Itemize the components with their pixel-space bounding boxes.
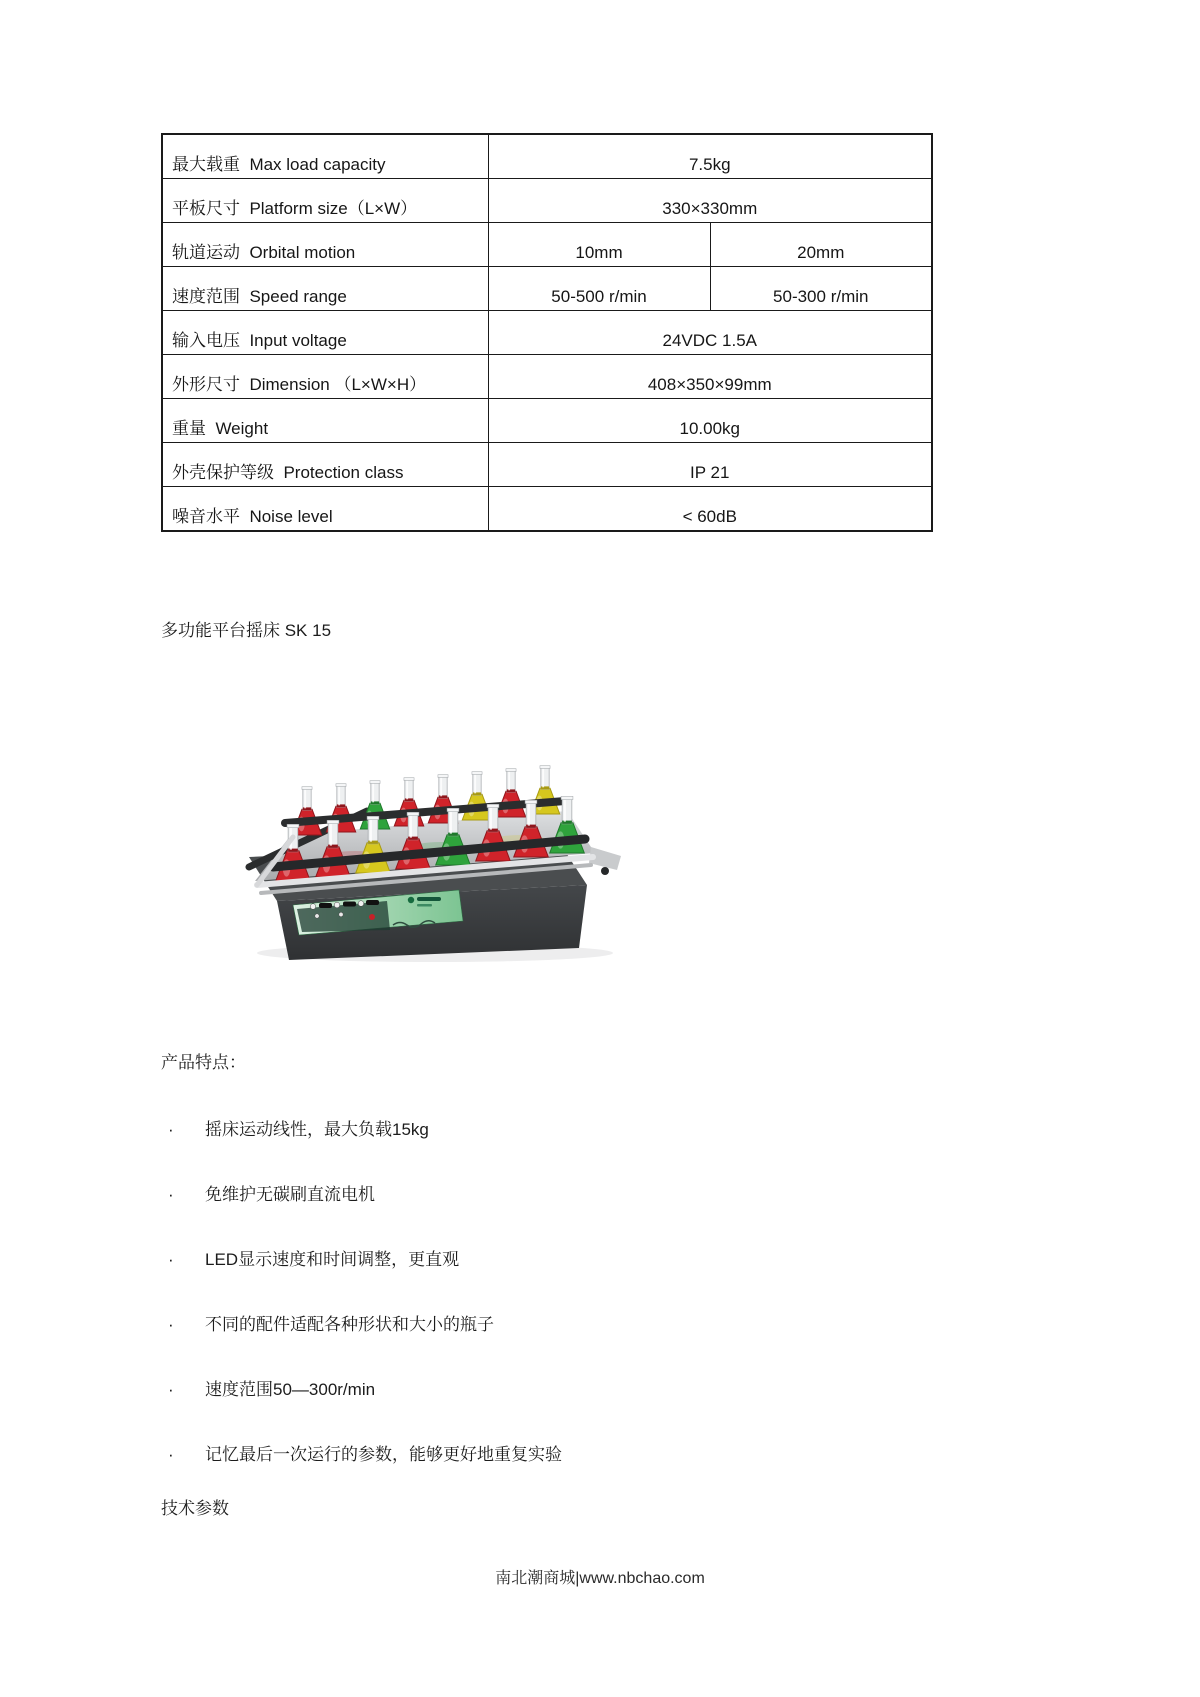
shaker-illustration bbox=[235, 735, 625, 965]
spec-value: 50-500 r/min bbox=[488, 267, 710, 311]
table-row bbox=[162, 223, 932, 267]
features-list bbox=[161, 1118, 981, 1508]
spec-label: 速度范围 Speed range bbox=[162, 267, 488, 311]
feature-item bbox=[161, 1443, 981, 1466]
table-row bbox=[162, 355, 932, 399]
spec-value: 10.00kg bbox=[488, 399, 932, 443]
feature-item bbox=[161, 1313, 981, 1336]
spec-value: IP 21 bbox=[488, 443, 932, 487]
feature-item bbox=[161, 1118, 981, 1141]
product-title: 多功能平台摇床 SK 15 bbox=[161, 621, 332, 640]
table-row bbox=[162, 487, 932, 532]
table-row bbox=[162, 267, 932, 311]
table-row bbox=[162, 399, 932, 443]
feature-item bbox=[161, 1248, 981, 1271]
spec-label: 外壳保护等级 Protection class bbox=[162, 443, 488, 487]
footer-url: |www.nbchao.com bbox=[575, 1570, 705, 1587]
spec-value: 10mm bbox=[488, 223, 710, 267]
spec-value: < 60dB bbox=[488, 487, 932, 532]
bullet-icon: · bbox=[168, 1380, 174, 1399]
footer bbox=[0, 1565, 1200, 1588]
feature-item bbox=[161, 1183, 981, 1206]
spec-label: 重量 Weight bbox=[162, 399, 488, 443]
features-heading: 产品特点： bbox=[161, 1053, 246, 1072]
spec-table bbox=[161, 133, 933, 532]
table-row bbox=[162, 443, 932, 487]
spec-value: 330×330mm bbox=[488, 179, 932, 223]
bullet-icon: · bbox=[168, 1250, 174, 1269]
bullet-icon: · bbox=[168, 1315, 174, 1334]
spec-label: 最大载重 Max load capacity bbox=[162, 134, 488, 179]
spec-value: 408×350×99mm bbox=[488, 355, 932, 399]
spec-label: 输入电压 Input voltage bbox=[162, 311, 488, 355]
footer-site-name: 南北潮商城 bbox=[495, 1570, 576, 1587]
feature-text: LED显示速度和时间调整，更直观 bbox=[205, 1250, 460, 1269]
spec-value: 24VDC 1.5A bbox=[488, 311, 932, 355]
spec-label: 外形尺寸 Dimension （L×W×H） bbox=[162, 355, 488, 399]
spec-label: 轨道运动 Orbital motion bbox=[162, 223, 488, 267]
table-row bbox=[162, 134, 932, 179]
spec-label: 平板尺寸 Platform size（L×W） bbox=[162, 179, 488, 223]
feature-item bbox=[161, 1378, 981, 1401]
feature-text: 不同的配件适配各种形状和大小的瓶子 bbox=[205, 1315, 494, 1334]
feature-text: 速度范围50—300r/min bbox=[205, 1380, 376, 1399]
feature-text: 免维护无碳刷直流电机 bbox=[205, 1185, 375, 1204]
table-row bbox=[162, 311, 932, 355]
spec-value: 7.5kg bbox=[488, 134, 932, 179]
spec-label: 噪音水平 Noise level bbox=[162, 487, 488, 532]
tech-params-heading: 技术参数 bbox=[161, 1499, 229, 1518]
spec-value: 50-300 r/min bbox=[710, 267, 932, 311]
bullet-icon: · bbox=[168, 1120, 174, 1139]
bullet-icon: · bbox=[168, 1445, 174, 1464]
table-row bbox=[162, 179, 932, 223]
bullet-icon: · bbox=[168, 1185, 174, 1204]
feature-text: 摇床运动线性，最大负载15kg bbox=[205, 1120, 429, 1139]
product-image bbox=[235, 735, 625, 965]
feature-text: 记忆最后一次运行的参数，能够更好地重复实验 bbox=[205, 1445, 562, 1464]
spec-value: 20mm bbox=[710, 223, 932, 267]
